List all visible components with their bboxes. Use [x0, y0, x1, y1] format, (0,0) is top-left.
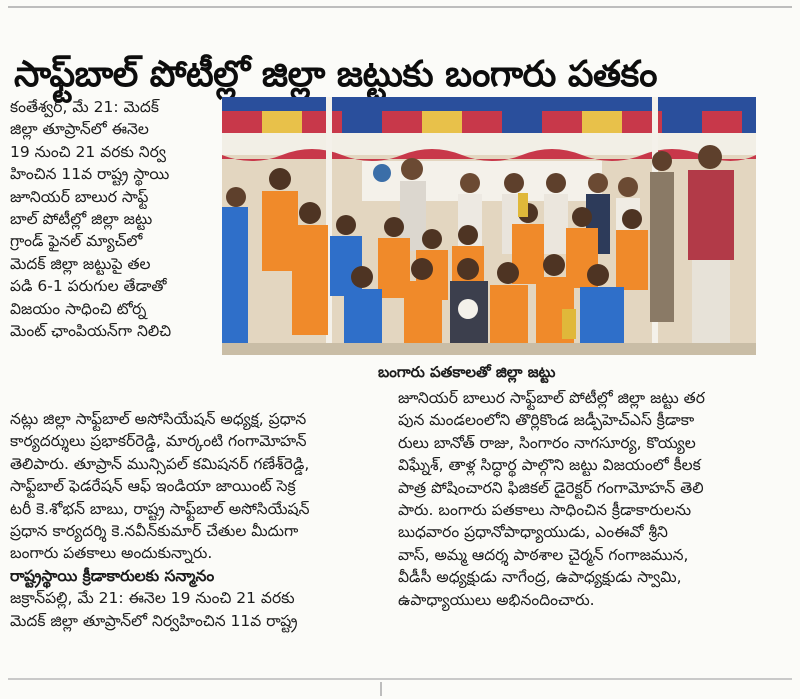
article-line: కార్యదర్శులు ప్రభాకర్‌రెడ్డి, మార్కంటి గంగామోహన్: [10, 432, 307, 451]
article-line: జిల్లా తూప్రాన్‌లో ఈనెల: [10, 120, 149, 139]
article-line: బంగారు పతకాలు అందుకున్నారు.: [10, 544, 213, 563]
article-line: తెలిపారు. తూప్రాన్ మున్సిపల్ కమిషనర్ గణేశ్‌రెడ్డి,: [10, 454, 310, 473]
article-line: ప్రధాన కార్యదర్శి కె.నవీన్‌కుమార్ చేతుల మీదుగా: [10, 522, 299, 541]
article-line: మెదక్ జిల్లా జట్టుపై తల: [10, 254, 151, 273]
article-line: ఉపాధ్యాయులు అభినందించారు.: [398, 590, 595, 609]
article-line: వీడీసీ అధ్యక్షుడు నాగేంద్ర, ఉపాధ్యక్షుడు స్వామి,: [398, 568, 682, 587]
article-line: బాల్ పోటీల్లో జిల్లా జట్టు: [10, 210, 153, 229]
article-line: టరీ కె.శోభన్ బాబు, రాష్ట్ర సాఫ్ట్‌బాల్ అసోసియేషన్: [10, 499, 310, 518]
photo-caption: బంగారు పతకాలతో జిల్లా జట్టు: [378, 363, 556, 381]
article-line: పాత్ర పోషించారని ఫిజికల్ డైరెక్టర్ గంగామోహన్ తెలి: [398, 478, 704, 497]
article-line: మెంట్ ఛాంపియన్‌గా నిలిచి: [10, 322, 172, 341]
article-line: పడి 6-1 పరుగుల తేడాతో: [10, 277, 167, 296]
article-column-top: [10, 96, 215, 342]
article-line: 19 నుంచి 21 వరకు నిర్వ: [10, 142, 166, 161]
sub-heading: రాష్ట్రస్థాయి క్రీడాకారులకు సన్మానం: [10, 566, 215, 585]
team-photo: [222, 97, 756, 355]
article-line: విఘ్నేశ్, తాళ్ల సిద్ధార్థ పాల్గొని జట్టు విజయంలో కీలక: [398, 456, 701, 475]
article-line: జూనియర్ బాలుర సాఫ్ట్‌బాల్ పోటీల్లో జిల్లా జట్టు తర: [398, 389, 705, 407]
bottom-rule: [8, 678, 792, 680]
article-line: జక్రాన్‌పల్లి, మే 21: ఈనెల 19 నుంచి 21 వరకు: [10, 589, 295, 608]
article-line: మెదక్ జిల్లా తూప్రాన్‌లో నిర్వహించిన 11వ రాష్ట్ర: [10, 611, 298, 630]
article-line: వాస్, అమ్మ ఆదర్శ పాఠశాల చైర్మన్ గంగాజమున,: [398, 545, 689, 564]
article-line: సాఫ్ట్‌బాల్ ఫెడరేషన్ ఆఫ్ ఇండియా జాయింట్ సెక్ర: [10, 477, 296, 496]
column-divider-tick: [380, 682, 382, 696]
article-line: పున మండలంలోని తొర్లికొండ జడ్పీహెచ్ఎస్ క్రీడాకా: [398, 411, 695, 430]
article-line: విజయం సాధించి టోర్న: [10, 299, 147, 318]
article-column-left: [10, 408, 382, 632]
article-line: కంతేశ్వర్, మే 21: మెదక్: [10, 98, 159, 116]
top-rule: [8, 6, 792, 8]
article-line: బుధవారం ప్రధానోపాధ్యాయుడు, ఎంఈవో శ్రీని: [398, 523, 668, 542]
article-line: హించిన 11వ రాష్ట్ర స్థాయి: [10, 165, 170, 184]
article-line: రులు బానోత్ రాజు, సింగారం నాగసూర్య, కొయ్యల: [398, 433, 696, 452]
article-line: నట్లు జిల్లా సాఫ్ట్‌బాల్ అసోసియేషన్ అధ్యక్ష, ప్రధాన: [10, 410, 307, 428]
team-photo-illustration: [222, 97, 756, 355]
article-line: పారు. బంగారు పతకాలు సాధించిన క్రీడాకారులను: [398, 501, 692, 520]
headline: సాఫ్ట్‌బాల్ పోటీల్లో జిల్లా జట్టుకు బంగారు పతకం: [14, 54, 658, 96]
article-line: జూనియర్ బాలుర సాఫ్ట్: [10, 187, 149, 206]
article-column-right: [398, 387, 790, 611]
article-line: గ్రాండ్ ఫైనల్ మ్యాచ్‌లో: [10, 232, 143, 251]
